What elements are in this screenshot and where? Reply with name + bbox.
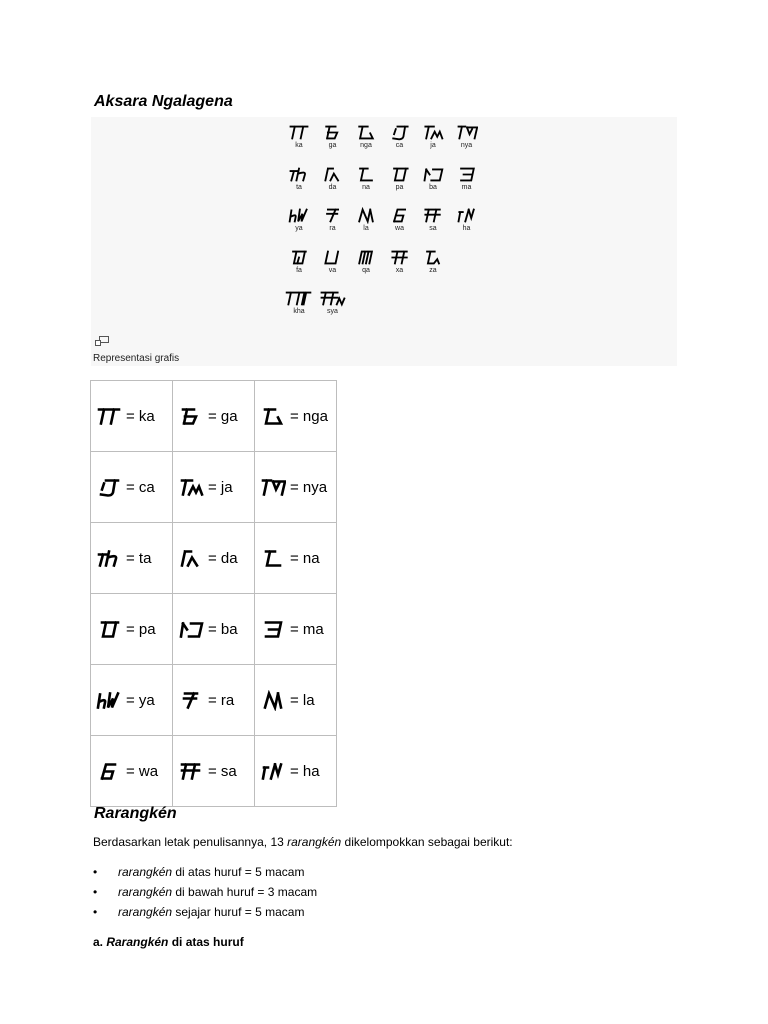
glyph-ba <box>422 166 444 183</box>
glyph-va <box>322 249 344 266</box>
magnify-icon[interactable] <box>95 333 109 351</box>
table-cell-text: = ra <box>208 691 235 709</box>
glyph-cell-sa <box>417 207 449 233</box>
subheading-rarangken-above <box>93 935 244 949</box>
glyph-label: ya <box>295 225 303 232</box>
table-cell-text: = nga <box>290 407 328 425</box>
table-row <box>91 736 337 807</box>
glyph-ka <box>96 406 122 427</box>
glyph-cell-ta <box>283 166 315 192</box>
table-cell-text: = nya <box>290 478 328 496</box>
glyph-fa <box>288 249 310 266</box>
table-cell-text: = ma <box>290 620 324 638</box>
subheading-term: Rarangkén <box>106 935 169 949</box>
glyph-ya <box>96 690 122 711</box>
glyph-sa <box>422 207 444 224</box>
glyph-label: kha <box>293 308 305 315</box>
intro-text-1: Berdasarkan letak penulisannya, 13 <box>93 835 288 849</box>
table-cell-text: = sa <box>208 762 237 780</box>
subheading-prefix: a. <box>93 935 107 949</box>
glyph-label: ha <box>462 225 471 232</box>
list-item-text: di atas huruf = 5 macam <box>172 865 305 879</box>
list-item-text: sejajar huruf = 5 macam <box>172 905 305 919</box>
table-cell-ha <box>255 736 337 807</box>
table-cell-text: = ca <box>126 478 155 496</box>
glyph-sya <box>319 290 346 307</box>
glyph-nga <box>260 406 286 427</box>
intro-paragraph <box>93 835 513 849</box>
glyph-label: ka <box>295 142 303 149</box>
table-cell-ta <box>91 523 173 594</box>
glyph-ra <box>178 690 204 711</box>
glyph-label: ta <box>296 183 302 191</box>
glyph-cell-fa <box>283 249 315 275</box>
section-title-aksara-ngalagena: Aksara Ngalagena <box>94 93 233 110</box>
glyph-figure-panel <box>91 117 677 366</box>
glyph-cell-ba <box>417 166 449 192</box>
glyph-cell-la <box>350 207 382 233</box>
glyph-label: qa <box>362 266 370 274</box>
list-item-term: rarangkén <box>118 865 173 879</box>
table-cell-ra <box>173 665 255 736</box>
glyph-pa <box>96 619 122 640</box>
glyph-label: pa <box>395 183 404 191</box>
glyph-pa <box>389 166 411 183</box>
intro-term: rarangkén <box>287 835 342 849</box>
list-item <box>93 902 317 922</box>
table-cell-text: = ta <box>126 549 152 567</box>
table-cell-pa <box>91 594 173 665</box>
table-cell-na <box>255 523 337 594</box>
glyph-label: va <box>328 266 337 274</box>
table-cell-ja <box>173 452 255 523</box>
glyph-da <box>322 166 344 183</box>
glyph-nya <box>456 124 478 141</box>
glyph-ra <box>322 207 344 224</box>
list-item-term: rarangkén <box>118 885 173 899</box>
glyph-cell-ra <box>317 207 349 233</box>
list-item-term: rarangkén <box>118 905 173 919</box>
table-cell-ka <box>91 381 173 452</box>
glyph-table <box>90 380 337 807</box>
glyph-ja <box>178 477 204 498</box>
glyph-ca <box>389 124 411 141</box>
glyph-label: za <box>429 266 437 274</box>
glyph-cell-xa <box>384 249 416 275</box>
table-cell-ya <box>91 665 173 736</box>
glyph-cell-ga <box>317 124 349 150</box>
glyph-label: fa <box>296 266 302 274</box>
list-item <box>93 862 317 882</box>
glyph-sa <box>178 761 204 782</box>
table-cell-text: = wa <box>126 762 159 780</box>
table-cell-text: = na <box>290 549 320 567</box>
rarangken-list <box>93 862 317 922</box>
table-cell-text: = ba <box>208 620 238 638</box>
glyph-la <box>260 690 286 711</box>
glyph-cell-ya <box>283 207 315 233</box>
glyph-label: ga <box>328 142 337 149</box>
intro-text-2: dikelompokkan sebagai berikut: <box>341 835 513 849</box>
bullet: • <box>93 905 98 919</box>
table-cell-ba <box>173 594 255 665</box>
glyph-wa <box>96 761 122 782</box>
table-cell-text: = pa <box>126 620 156 638</box>
table-row <box>91 665 337 736</box>
glyph-label: ma <box>461 183 472 191</box>
glyph-na <box>260 548 286 569</box>
table-cell-text: = ka <box>126 407 155 425</box>
glyph-la <box>355 207 377 224</box>
glyph-cell-qa <box>350 249 382 275</box>
table-cell-text: = ya <box>126 691 155 709</box>
table-cell-da <box>173 523 255 594</box>
table-cell-la <box>255 665 337 736</box>
glyph-kha <box>285 290 312 307</box>
glyph-label: sya <box>327 308 338 315</box>
glyph-label: xa <box>395 266 404 274</box>
table-cell-text: = da <box>208 549 238 567</box>
table-row <box>91 523 337 594</box>
glyph-ta <box>96 548 122 569</box>
glyph-cell-pa <box>384 166 416 192</box>
glyph-cell-sya <box>317 290 349 316</box>
section-title-rarangken: Rarangkén <box>94 805 177 822</box>
table-cell-ca <box>91 452 173 523</box>
table-cell-ma <box>255 594 337 665</box>
glyph-label: ba <box>429 183 437 191</box>
glyph-ta <box>288 166 310 183</box>
glyph-cell-ma <box>451 166 483 192</box>
table-cell-nga <box>255 381 337 452</box>
glyph-label: sa <box>429 225 437 232</box>
glyph-label: ca <box>395 142 404 149</box>
glyph-label: ra <box>329 225 336 232</box>
glyph-wa <box>389 207 411 224</box>
glyph-cell-za <box>417 249 449 275</box>
bullet: • <box>93 885 98 899</box>
glyph-ya <box>288 207 310 224</box>
glyph-cell-ka <box>283 124 315 150</box>
glyph-label: ja <box>430 142 436 149</box>
glyph-label: nga <box>360 142 372 149</box>
glyph-cell-nya <box>451 124 483 150</box>
glyph-da <box>178 548 204 569</box>
glyph-label: nya <box>460 142 473 149</box>
glyph-na <box>355 166 377 183</box>
glyph-cell-va <box>317 249 349 275</box>
table-row <box>91 381 337 452</box>
subheading-text: di atas huruf <box>168 935 244 949</box>
glyph-ka <box>288 124 310 141</box>
glyph-xa <box>389 249 411 266</box>
glyph-label: wa <box>395 225 404 232</box>
table-cell-text: = ha <box>290 762 320 780</box>
glyph-ja <box>422 124 444 141</box>
glyph-cell-na <box>350 166 382 192</box>
glyph-ha <box>260 761 286 782</box>
glyph-cell-ha <box>451 207 483 233</box>
table-row <box>91 594 337 665</box>
table-cell-text: = ga <box>208 407 238 425</box>
table-cell-text: = la <box>290 691 315 709</box>
glyph-label: la <box>363 225 369 232</box>
table-cell-text: = ja <box>208 478 233 496</box>
glyph-label: na <box>362 183 370 191</box>
glyph-cell-nga <box>350 124 382 150</box>
glyph-ma <box>456 166 478 183</box>
glyph-label: da <box>328 183 337 191</box>
glyph-ba <box>178 619 204 640</box>
table-cell-ga <box>173 381 255 452</box>
glyph-cell-wa <box>384 207 416 233</box>
glyph-cell-da <box>317 166 349 192</box>
glyph-ma <box>260 619 286 640</box>
glyph-cell-kha <box>283 290 315 316</box>
glyph-nya <box>260 477 286 498</box>
table-cell-wa <box>91 736 173 807</box>
glyph-cell-ca <box>384 124 416 150</box>
table-row <box>91 452 337 523</box>
glyph-qa <box>355 249 377 266</box>
glyph-za <box>422 249 444 266</box>
table-cell-sa <box>173 736 255 807</box>
glyph-ca <box>96 477 122 498</box>
bullet: • <box>93 865 98 879</box>
glyph-ha <box>456 207 478 224</box>
list-item <box>93 882 317 902</box>
glyph-ga <box>322 124 344 141</box>
table-cell-nya <box>255 452 337 523</box>
glyph-nga <box>355 124 377 141</box>
figure-caption: Representasi grafis <box>93 353 180 364</box>
glyph-ga <box>178 406 204 427</box>
glyph-cell-ja <box>417 124 449 150</box>
list-item-text: di bawah huruf = 3 macam <box>172 885 318 899</box>
